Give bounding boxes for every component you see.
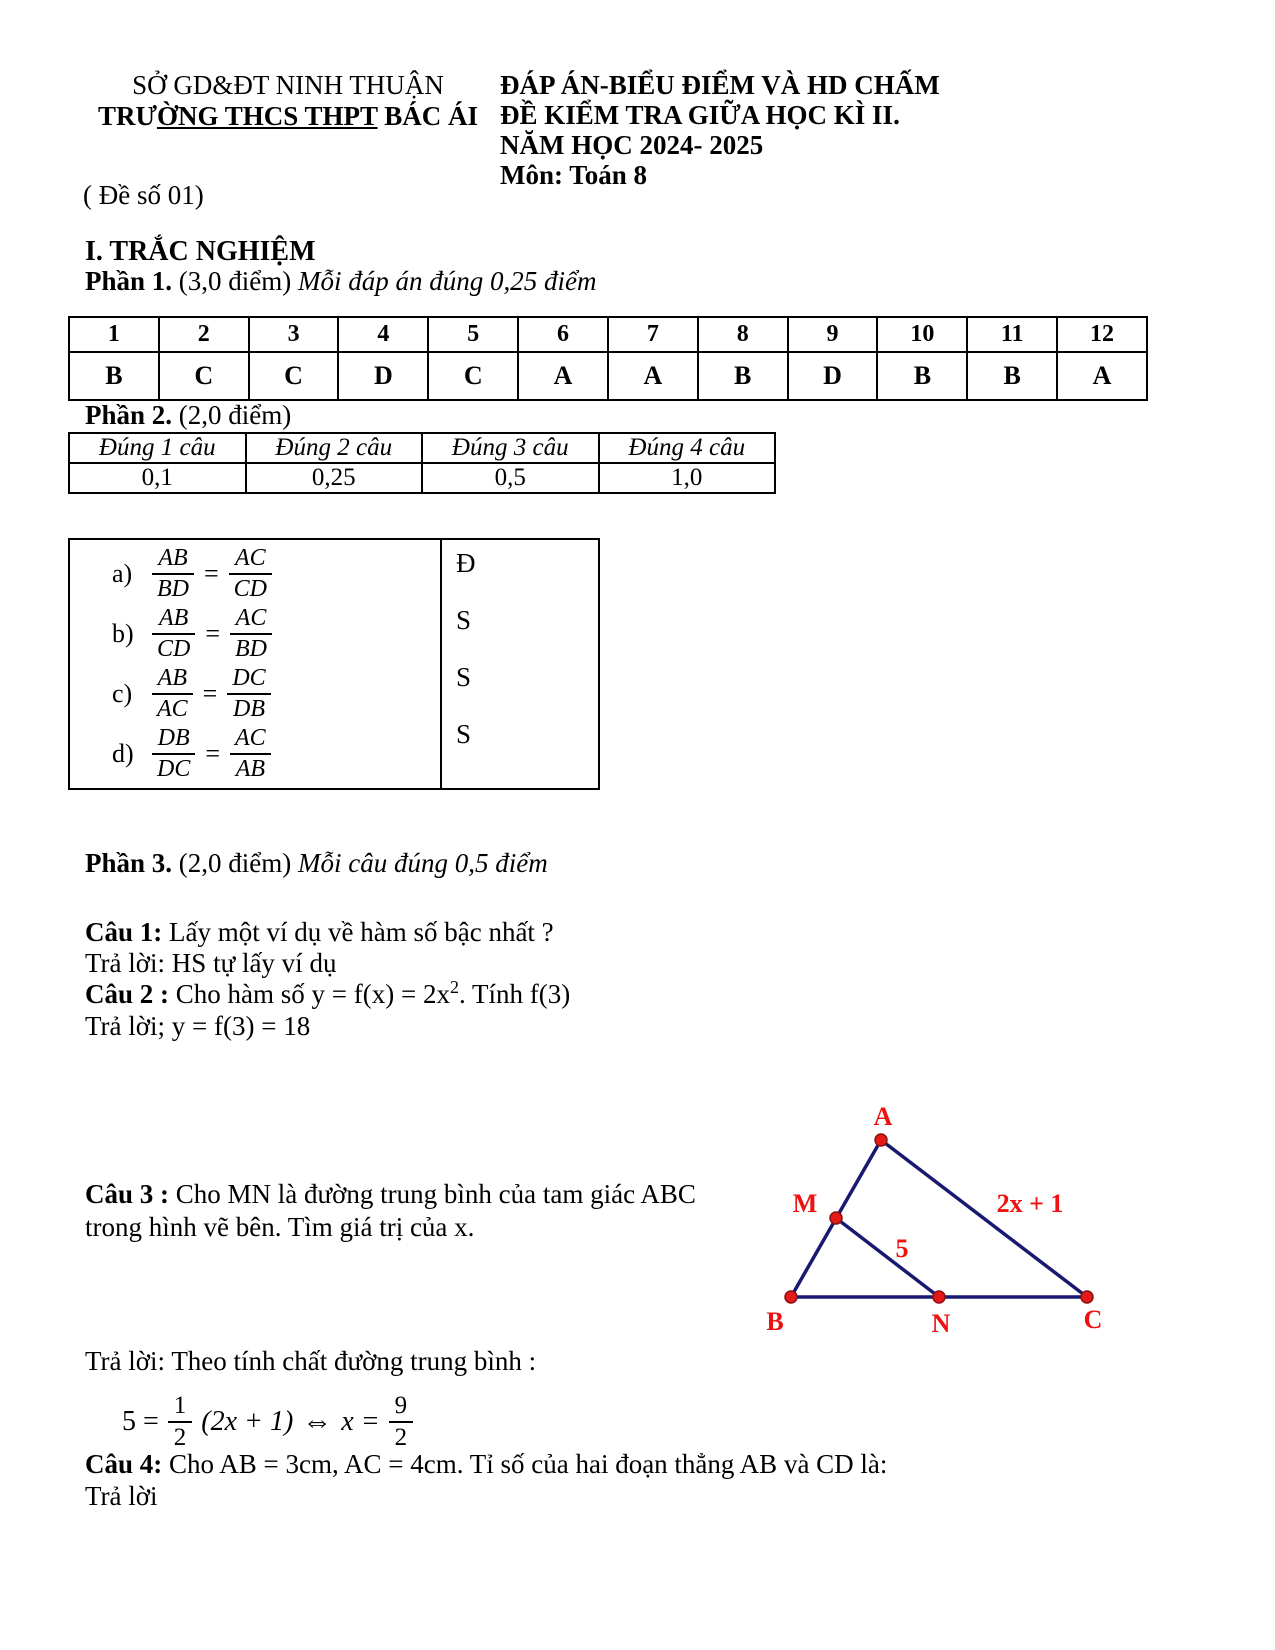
question-number: 9 bbox=[788, 317, 878, 352]
section1-title: I. TRẮC NGHIỆM bbox=[85, 236, 316, 267]
formula-expression: (2x + 1) bbox=[201, 1405, 294, 1437]
answer-1: Trả lời: HS tự lấy ví dụ bbox=[85, 948, 337, 978]
score-value: 0,5 bbox=[422, 463, 599, 493]
point-c bbox=[1081, 1291, 1093, 1303]
statement-d: d) $\frac{DB}{DC}$ = $\frac{AC}{AB}$ bbox=[112, 724, 440, 784]
question-number: 12 bbox=[1057, 317, 1147, 352]
fraction-nine-halves: $\frac{9}{2}$ bbox=[389, 1392, 414, 1451]
label-mn: 5 bbox=[895, 1234, 909, 1263]
midsegment-mn bbox=[836, 1218, 939, 1297]
label-b: B bbox=[766, 1307, 784, 1336]
score-value: 1,0 bbox=[599, 463, 776, 493]
score-value: 0,25 bbox=[246, 463, 423, 493]
score-header: Đúng 4 câu bbox=[599, 433, 776, 463]
department-name: SỞ GD&ĐT NINH THUẬN bbox=[132, 70, 444, 100]
question-3: Câu 3 : Cho MN là đường trung bình của tam giác ABC trong hình vẽ bên. Tìm giá trị của x. bbox=[85, 1179, 696, 1242]
truefalse-answer: S bbox=[456, 605, 472, 635]
header-exam-block bbox=[500, 70, 1060, 190]
truefalse-answers bbox=[442, 540, 598, 788]
answer-cell: C bbox=[428, 352, 518, 400]
point-n bbox=[933, 1291, 945, 1303]
answer-4: Trả lời bbox=[85, 1481, 158, 1511]
formula-rhs: x = bbox=[341, 1405, 380, 1437]
phan2-heading: Phần 2. (2,0 điểm) bbox=[85, 400, 292, 430]
answer-cell: D bbox=[788, 352, 878, 400]
question-1: Câu 1: Lấy một ví dụ về hàm số bậc nhất ? bbox=[85, 917, 554, 947]
answer-cell: B bbox=[698, 352, 788, 400]
phan1-answer-table bbox=[68, 316, 1148, 401]
answer-cell: C bbox=[159, 352, 249, 400]
fraction-one-half: $\frac{1}{2}$ bbox=[168, 1392, 193, 1451]
answer-2: Trả lời; y = f(3) = 18 bbox=[85, 1011, 311, 1041]
question-number: 8 bbox=[698, 317, 788, 352]
score-header: Đúng 2 câu bbox=[246, 433, 423, 463]
truefalse-answer: S bbox=[456, 662, 472, 692]
table-row bbox=[69, 317, 1147, 352]
label-c: C bbox=[1083, 1305, 1103, 1334]
question-4: Câu 4: Cho AB = 3cm, AC = 4cm. Tỉ số của hai đoạn thẳng AB và CD là: bbox=[85, 1449, 888, 1479]
question-number: 10 bbox=[877, 317, 967, 352]
question-number: 3 bbox=[249, 317, 339, 352]
question-number: 1 bbox=[69, 317, 159, 352]
score-value: 0,1 bbox=[69, 463, 246, 493]
question-number: 6 bbox=[518, 317, 608, 352]
iff-symbol: ⇔ bbox=[302, 1404, 333, 1438]
label-n: N bbox=[931, 1309, 951, 1338]
diagram-labels bbox=[766, 1102, 1102, 1338]
subject: Môn: Toán 8 bbox=[500, 160, 648, 190]
phan1-heading: Phần 1. (3,0 điểm) Mỗi đáp án đúng 0,25 điểm bbox=[85, 266, 597, 296]
exam-subtitle: ĐỀ KIỂM TRA GIỮA HỌC KÌ II. bbox=[500, 100, 900, 130]
question-number: 5 bbox=[428, 317, 518, 352]
equals-sign: = bbox=[204, 559, 219, 588]
fraction: $\frac{AC}{AB}$ bbox=[230, 725, 271, 783]
answer-cell: B bbox=[967, 352, 1057, 400]
school-name: TRƯỜNG THCS THPT BÁC ÁI bbox=[97, 101, 479, 131]
side-ac bbox=[881, 1140, 1087, 1297]
statement-c: c) $\frac{AB}{AC}$ = $\frac{DC}{DB}$ bbox=[112, 664, 440, 724]
triangle-diagram bbox=[735, 1040, 1135, 1340]
truefalse-table bbox=[68, 538, 600, 790]
formula-lhs: 5 = bbox=[122, 1405, 159, 1437]
exam-title: ĐÁP ÁN-BIỂU ĐIỂM VÀ HD CHẤM bbox=[500, 70, 940, 100]
fraction: $\frac{AB}{CD}$ bbox=[152, 605, 195, 663]
exam-code: ( Đề số 01) bbox=[83, 180, 204, 210]
fraction: $\frac{AB}{BD}$ bbox=[152, 545, 194, 603]
table-row bbox=[69, 352, 1147, 400]
label-side-ac: 2x + 1 bbox=[996, 1189, 1064, 1218]
truefalse-answer: S bbox=[456, 719, 472, 749]
question-number: 7 bbox=[608, 317, 698, 352]
equals-sign: = bbox=[205, 739, 221, 768]
fraction: $\frac{DB}{DC}$ bbox=[152, 725, 195, 783]
vertex-points bbox=[785, 1134, 1093, 1303]
fraction: $\frac{AC}{CD}$ bbox=[229, 545, 272, 603]
table-row bbox=[69, 463, 775, 493]
answer-3-intro: Trả lời: Theo tính chất đường trung bình : bbox=[85, 1346, 537, 1376]
point-m bbox=[830, 1212, 842, 1224]
score-header: Đúng 3 câu bbox=[422, 433, 599, 463]
fraction: $\frac{AC}{BD}$ bbox=[230, 605, 272, 663]
point-a bbox=[875, 1134, 887, 1146]
truefalse-answer: Đ bbox=[456, 548, 476, 578]
statement-a: a) $\frac{AB}{BD}$ = $\frac{AC}{CD}$ bbox=[112, 544, 440, 604]
answer-cell: C bbox=[249, 352, 339, 400]
equals-sign: = bbox=[202, 679, 218, 708]
point-b bbox=[785, 1291, 797, 1303]
answer-cell: D bbox=[338, 352, 428, 400]
answer-3-formula bbox=[122, 1392, 413, 1451]
header-school-block bbox=[88, 70, 488, 132]
question-number: 4 bbox=[338, 317, 428, 352]
truefalse-statements bbox=[70, 540, 442, 788]
table-row bbox=[69, 433, 775, 463]
answer-cell: B bbox=[877, 352, 967, 400]
fraction: $\frac{AB}{AC}$ bbox=[152, 665, 193, 723]
fraction: $\frac{DC}{DB}$ bbox=[227, 665, 270, 723]
question-2: Câu 2 : Cho hàm số $y = f(x) = 2x^2$. Tính f(3) bbox=[85, 977, 571, 1009]
label-m: M bbox=[792, 1189, 818, 1218]
answer-cell: A bbox=[1057, 352, 1147, 400]
equals-sign: = bbox=[205, 619, 221, 648]
school-year: NĂM HỌC 2024- 2025 bbox=[500, 130, 764, 160]
question-number: 11 bbox=[967, 317, 1057, 352]
answer-cell: B bbox=[69, 352, 159, 400]
phan3-heading: Phần 3. (2,0 điểm) Mỗi câu đúng 0,5 điểm bbox=[85, 848, 548, 878]
score-header: Đúng 1 câu bbox=[69, 433, 246, 463]
label-a: A bbox=[873, 1102, 893, 1131]
answer-cell: A bbox=[608, 352, 698, 400]
phan2-scoring-table bbox=[68, 432, 776, 494]
question-number: 2 bbox=[159, 317, 249, 352]
statement-b: b) $\frac{AB}{CD}$ = $\frac{AC}{BD}$ bbox=[112, 604, 440, 664]
exponent: 2 bbox=[449, 977, 459, 997]
answer-cell: A bbox=[518, 352, 608, 400]
